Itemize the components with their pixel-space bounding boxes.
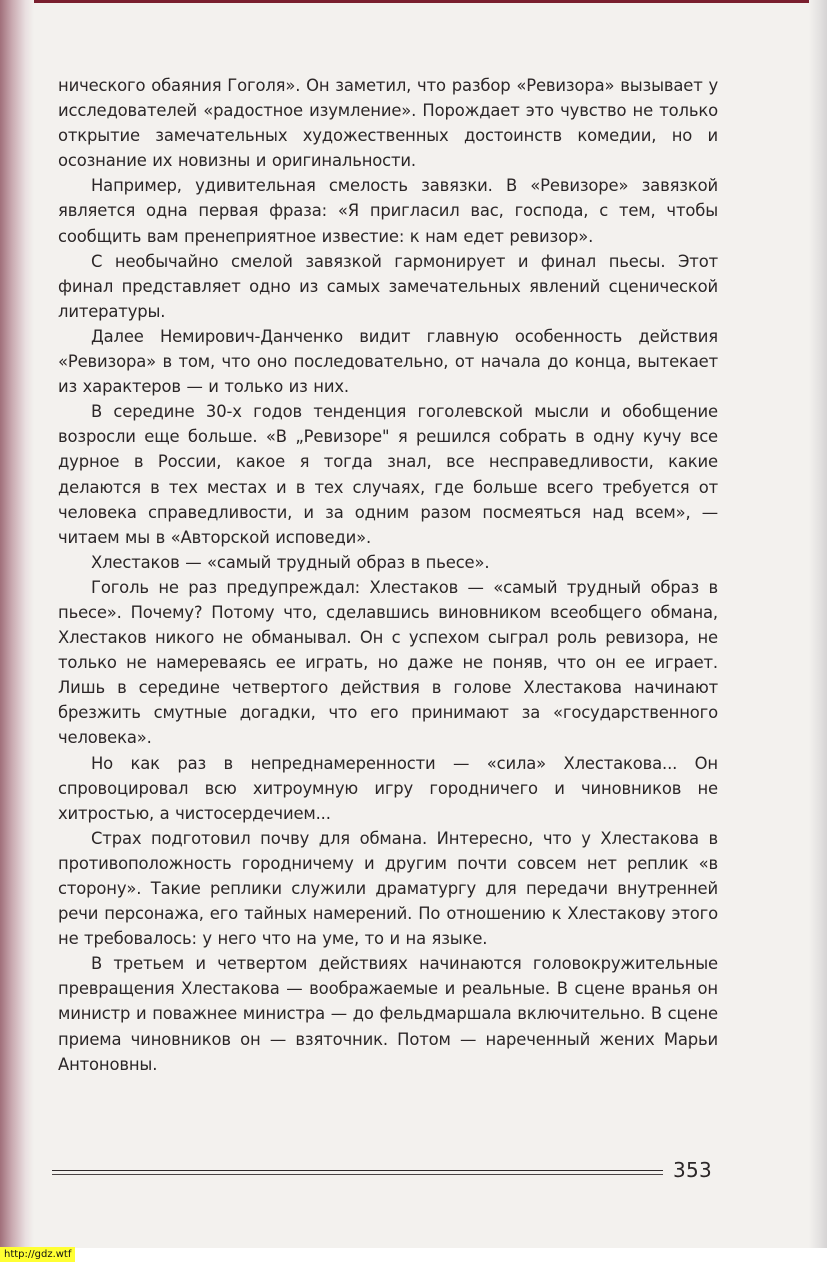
footer-rule-secondary [52,1174,663,1175]
binding-shadow [0,0,34,1248]
paragraph-10: В третьем и четвертом действиях начинаются головокружительные превращения Хлестакова — воображаемые и реальные. В сцене вранья он министр и поважнее министра — до фельдмаршала включительно. В сцене приема чиновников он — взяточник. Потом — нареченный жених Марьи Антоновны. [58,954,718,1074]
page-number: 353 [673,1158,713,1182]
page-edge-right [809,0,827,1248]
paragraph-2: Например, удивительная смелость завязки. В «Ревизоре» завязкой является одна первая фраза: «Я пригласил вас, господа, с тем, чтобы сообщить вам пренеприятное известие: к нам едет ревизор». [58,176,718,246]
paragraph-7: Гоголь не раз предупреждал: Хлестаков — «самый трудный образ в пьесе». Почему? Потому что, сделавшись виновником всеобщего обмана, Хлестаков никого не обманывал. Он с успехом сыграл роль ревизора, не только не намереваясь ее играть, но даже не поняв, что он ее играет. Лишь в середине четвертого действия в голове Хлестакова начинают брезжить смутные догадки, что его принимают за «государственного человека». [58,577,718,748]
paragraph-1: нического обаяния Гоголя». Он заметил, что разбор «Ревизора» вызывает у исследователей «радостное изумление». Порождает это чувство не только открытие замечательных художественных достоинств комедии, но и осознание их новизны и оригинальности. [58,76,718,171]
cover-top-edge [30,0,827,3]
body-text [58,73,718,1077]
watermark-link[interactable]: http://gdz.wtf [0,1247,75,1262]
footer-rule [52,1170,663,1171]
paragraph-9: Страх подготовил почву для обмана. Интересно, что у Хлестакова в противоположность городничему и другим почти совсем нет реплик «в сторону». Такие реплики служили драматургу для передачи внутренней речи персонажа, его тайных намерений. По отношению к Хлестакову этого не требовалось: у него что на уме, то и на языке. [58,828,718,949]
paragraph-5: В середине 30-х годов тенденция гоголевской мысли и обобщение возросли еще больше. «В „Ревизоре" я решился собрать в одну кучу все дурное в России, какое я тогда знал, все несправедливости, какие делаются в тех местах и в тех случаях, где больше всего требуется от человека справедливости, и за одним разом посмеяться над всем», — читаем мы в «Авторской исповеди». [58,402,718,547]
paragraph-4: Далее Немирович-Данченко видит главную особенность действия «Ревизора» в том, что оно последовательно, от начала до конца, вытекает из характеров — и только из них. [58,326,718,397]
paragraph-6: Хлестаков — «самый трудный образ в пьесе». [91,552,490,572]
paragraph-3: С необычайно смелой завязкой гармонирует и финал пьесы. Этот финал представляет одно из самых замечательных явлений сценической литературы. [58,251,718,321]
paragraph-8: Но как раз в непреднамеренности — «сила» Хлестакова... Он спровоцировал всю хитроумную игру городничего и чиновников не хитростью, а чистосердечием... [58,753,718,823]
